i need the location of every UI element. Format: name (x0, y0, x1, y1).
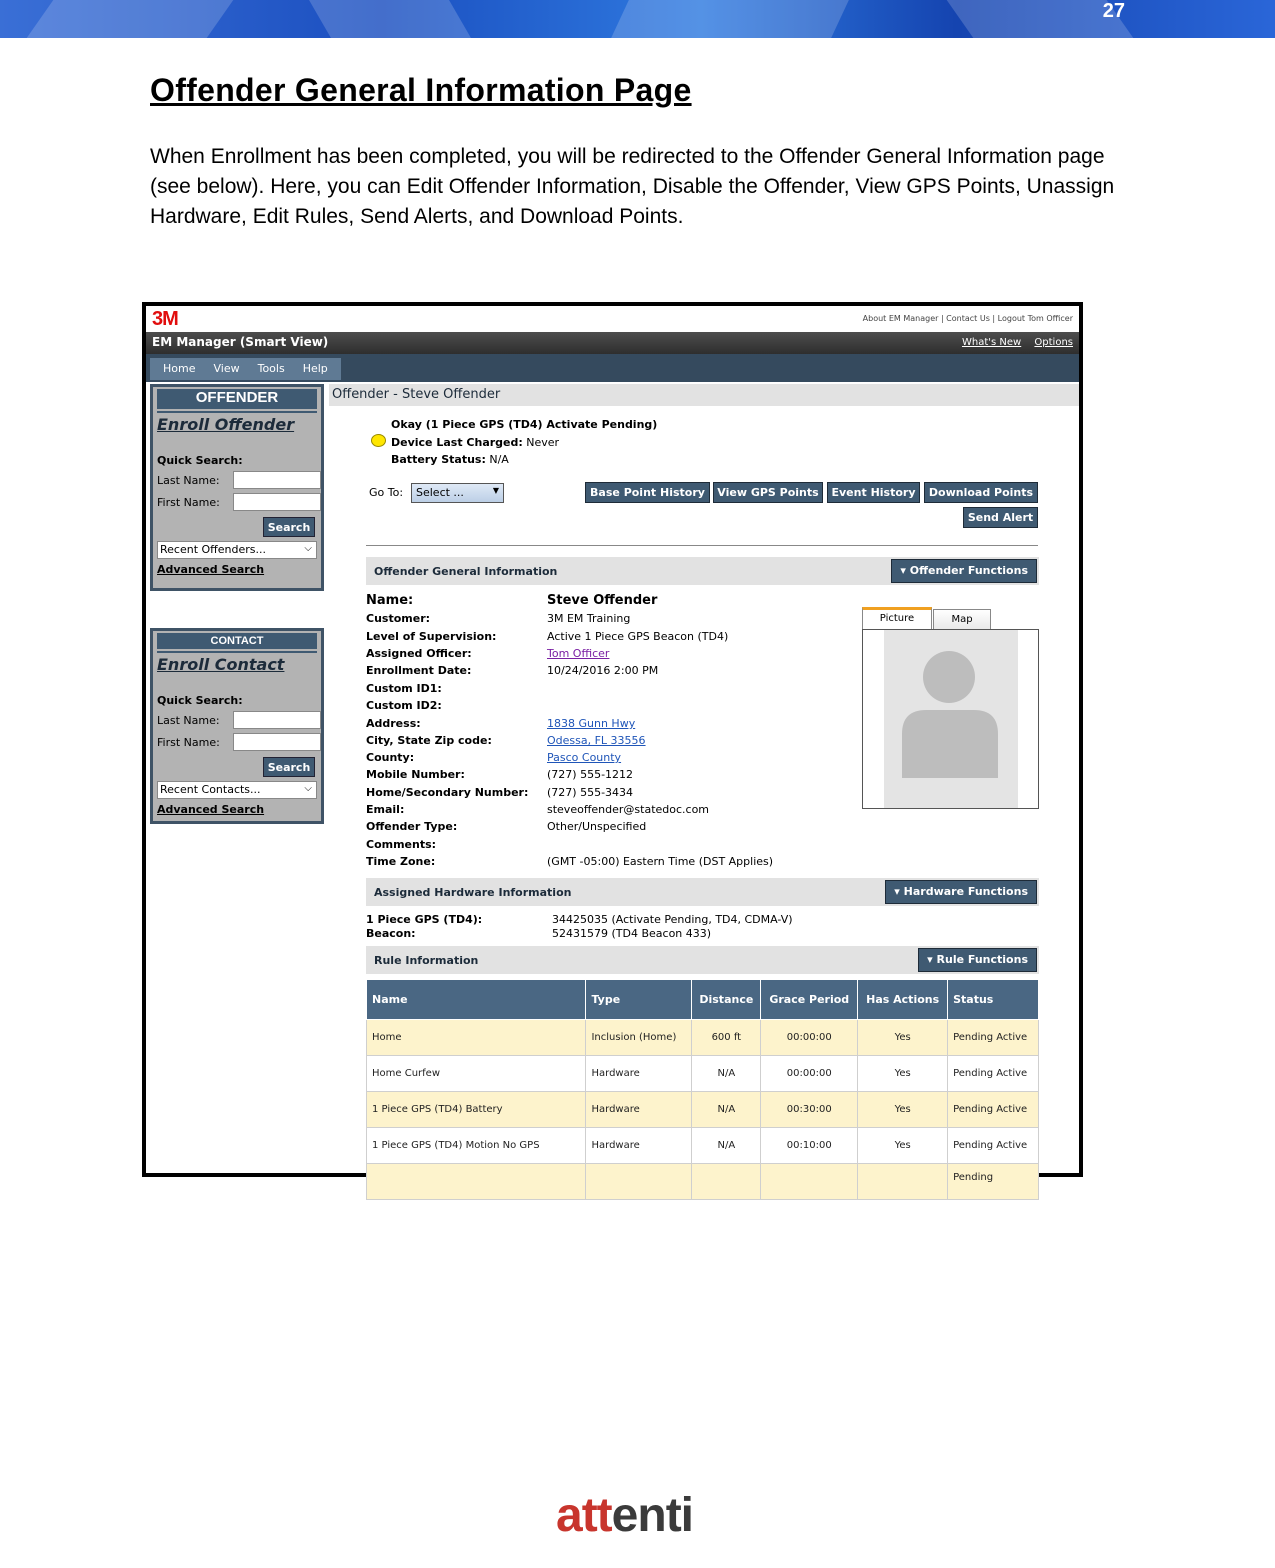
section-title: Rule Information (374, 954, 479, 967)
rule-actions-cell (858, 1164, 948, 1200)
last-name-row (157, 711, 321, 729)
last-name-row (157, 471, 321, 489)
assigned-officer-link[interactable]: Tom Officer (547, 647, 610, 660)
contact-sidebar-panel (150, 628, 324, 824)
info-label: Mobile Number: (366, 768, 465, 781)
rule-type-cell: Inclusion (Home) (586, 1020, 692, 1056)
contact-heading: CONTACT (157, 633, 317, 649)
title-links (952, 337, 1073, 348)
county-link[interactable]: Pasco County (547, 751, 622, 764)
goto-select[interactable] (411, 483, 504, 503)
enroll-contact-link[interactable]: Enroll Contact (157, 651, 317, 674)
offender-general-info-bar (366, 557, 1039, 585)
rule-grace-cell: 00:00:00 (761, 1056, 858, 1092)
rule-status-cell: Pending (948, 1164, 1039, 1200)
app-screenshot (142, 302, 1083, 1183)
app-name: EM Manager (Smart View) (152, 335, 329, 349)
offender-heading: OFFENDER (157, 389, 317, 409)
goto-select-value: Select ... (416, 486, 464, 499)
attenti-logo (556, 1488, 693, 1543)
chevron-down-icon: ▼ (492, 486, 499, 495)
hardware-value: 34425035 (Activate Pending, TD4, CDMA-V) (552, 913, 793, 926)
first-name-label: First Name: (157, 495, 220, 509)
city-link[interactable]: Odessa, FL 33556 (547, 734, 646, 747)
person-silhouette-icon (884, 630, 1018, 808)
rule-name-cell: 1 Piece GPS (TD4) Motion No GPS (367, 1128, 586, 1164)
rule-information-bar (366, 946, 1039, 974)
rule-grace-cell (761, 1164, 858, 1200)
rule-type-cell (586, 1164, 692, 1200)
info-label: Email: (366, 803, 405, 816)
view-gps-points-button[interactable]: View GPS Points (713, 482, 823, 503)
rule-actions-cell: Yes (858, 1092, 948, 1128)
table-row[interactable] (367, 1092, 1039, 1128)
contact-last-name-input[interactable] (233, 711, 321, 729)
event-history-button[interactable]: Event History (827, 482, 920, 503)
rule-actions-cell: Yes (858, 1056, 948, 1092)
offender-search-button[interactable]: Search (263, 517, 315, 537)
divider (366, 545, 1038, 546)
rule-status-cell: Pending Active (948, 1092, 1039, 1128)
first-name-label: First Name: (157, 735, 220, 749)
rule-grace-cell: 00:10:00 (761, 1128, 858, 1164)
goto-label: Go To: (369, 486, 404, 499)
first-name-row (157, 733, 321, 751)
info-value: (727) 555-3434 (547, 786, 634, 799)
rule-type-cell: Hardware (586, 1056, 692, 1092)
offender-sidebar-panel (150, 384, 324, 591)
info-value: 10/24/2016 2:00 PM (547, 664, 659, 677)
document-intro: When Enrollment has been completed, you will be redirected to the Offender General Information page (see below). Here, you can Edit Offender Information, Disable the Offender, View GPS Points, Unassign Hardware, Edit Rules, Send Alerts, and Download Points. (150, 145, 1115, 228)
offender-last-name-input[interactable] (233, 471, 321, 489)
last-name-label: Last Name: (157, 713, 220, 727)
rule-functions-label: Rule Functions (936, 953, 1028, 966)
rule-status-cell: Pending Active (948, 1128, 1039, 1164)
rule-actions-cell: Yes (858, 1020, 948, 1056)
caret-down-icon: ▾ (927, 953, 937, 966)
rule-distance-cell: N/A (692, 1056, 761, 1092)
logo-part: att (556, 1489, 612, 1542)
rule-status-cell: Pending Active (948, 1056, 1039, 1092)
hardware-functions-button[interactable] (885, 880, 1037, 904)
table-row[interactable] (367, 1020, 1039, 1056)
table-row[interactable] (367, 1128, 1039, 1164)
caret-down-icon: ▾ (894, 885, 904, 898)
info-value: 3M EM Training (547, 612, 631, 625)
rule-name-cell: Home (367, 1020, 586, 1056)
info-label: Level of Supervision: (366, 630, 497, 643)
info-label: Home/Secondary Number: (366, 786, 529, 799)
page-header-banner (0, 0, 1275, 38)
chevron-down-icon: ⌵ (304, 543, 312, 554)
table-header-row (367, 980, 1039, 1020)
rule-distance-cell: N/A (692, 1128, 761, 1164)
rule-type-cell: Hardware (586, 1092, 692, 1128)
rule-status-cell: Pending Active (948, 1020, 1039, 1056)
quick-search-label: Quick Search: (157, 694, 243, 707)
download-points-button[interactable]: Download Points (924, 482, 1038, 503)
info-value: Steve Offender (547, 593, 658, 608)
info-label: Custom ID1: (366, 682, 442, 695)
info-label: Enrollment Date: (366, 664, 472, 677)
info-label: Offender Type: (366, 820, 458, 833)
battery-status-row (391, 453, 509, 466)
rule-grace-cell: 00:00:00 (761, 1020, 858, 1056)
hardware-label: 1 Piece GPS (TD4): (366, 913, 483, 926)
column-header[interactable]: Name (367, 980, 586, 1020)
menu-home[interactable]: Home (163, 362, 196, 375)
device-charged-row (391, 436, 559, 449)
offender-advanced-search-link[interactable]: Advanced Search (157, 563, 265, 576)
info-label: County: (366, 751, 415, 764)
base-point-history-button[interactable]: Base Point History (585, 482, 710, 503)
hardware-label: Beacon: (366, 927, 416, 940)
hardware-value: 52431579 (TD4 Beacon 433) (552, 927, 712, 940)
last-name-label: Last Name: (157, 473, 220, 487)
send-alert-button[interactable]: Send Alert (963, 507, 1038, 528)
options-link[interactable]: Options (1034, 337, 1073, 348)
first-name-row (157, 493, 321, 511)
offender-functions-label: Offender Functions (909, 564, 1028, 577)
battery-status-value: N/A (485, 453, 509, 466)
table-row[interactable] (367, 1164, 1039, 1200)
enroll-offender-link[interactable]: Enroll Offender (157, 411, 317, 434)
recent-contacts-value: Recent Contacts... (160, 783, 261, 796)
offender-photo-placeholder (884, 630, 1018, 808)
rule-type-cell: Hardware (586, 1128, 692, 1164)
info-value: Active 1 Piece GPS Beacon (TD4) (547, 630, 729, 643)
section-title: Assigned Hardware Information (374, 886, 572, 899)
quick-search-label: Quick Search: (157, 454, 243, 467)
caret-down-icon: ▾ (900, 564, 910, 577)
address-link[interactable]: 1838 Gunn Hwy (547, 717, 636, 730)
info-value: (727) 555-1212 (547, 768, 634, 781)
menu-items (150, 358, 341, 380)
info-label: Customer: (366, 612, 431, 625)
info-value: steveoffender@statedoc.com (547, 803, 710, 816)
app-titlebar (146, 332, 1079, 354)
rule-name-cell (367, 1164, 586, 1200)
whats-new-link[interactable]: What's New (961, 337, 1022, 348)
info-label: Name: (366, 593, 414, 608)
hardware-functions-label: Hardware Functions (903, 885, 1028, 898)
contact-search-button[interactable]: Search (263, 757, 315, 777)
rule-distance-cell (692, 1164, 761, 1200)
rule-functions-button[interactable] (918, 948, 1037, 972)
3m-logo: 3M (152, 308, 178, 330)
top-links[interactable]: About EM Manager | Contact Us | Logout Tom Officer (862, 314, 1073, 323)
rule-actions-cell: Yes (858, 1128, 948, 1164)
page-number: 27 (1102, 0, 1125, 22)
info-label: Time Zone: (366, 855, 436, 868)
tab-map[interactable]: Map (933, 609, 991, 630)
rule-distance-cell: 600 ft (692, 1020, 761, 1056)
battery-status-label: Battery Status: (391, 453, 486, 466)
info-value: Other/Unspecified (547, 820, 647, 833)
rule-name-cell: 1 Piece GPS (TD4) Battery (367, 1092, 586, 1128)
chevron-down-icon: ⌵ (304, 783, 312, 794)
info-value: (GMT -05:00) Eastern Time (DST Applies) (547, 855, 774, 868)
recent-offenders-select[interactable] (157, 541, 317, 559)
menu-view[interactable]: View (213, 362, 240, 375)
column-header[interactable]: Grace Period (761, 980, 858, 1020)
menubar (146, 354, 1079, 382)
tab-picture[interactable]: Picture (862, 607, 932, 630)
menu-help[interactable]: Help (302, 362, 328, 375)
info-label: Custom ID2: (366, 699, 442, 712)
recent-offenders-value: Recent Offenders... (160, 543, 266, 556)
info-label: Address: (366, 717, 421, 730)
info-label: City, State Zip code: (366, 734, 492, 747)
table-row[interactable] (367, 1056, 1039, 1092)
column-header[interactable]: Status (948, 980, 1039, 1020)
info-label: Comments: (366, 838, 437, 851)
menu-tools[interactable]: Tools (257, 362, 285, 375)
info-label: Assigned Officer: (366, 647, 472, 660)
document-title: Offender General Information Page (150, 72, 692, 108)
status-indicator-icon (371, 434, 386, 447)
contact-first-name-input[interactable] (233, 733, 321, 751)
section-title: Offender General Information (374, 565, 558, 578)
contact-advanced-search-link[interactable]: Advanced Search (157, 803, 265, 816)
column-header[interactable]: Distance (692, 980, 761, 1020)
device-charged-label: Device Last Charged: (391, 436, 523, 449)
recent-contacts-select[interactable] (157, 781, 317, 799)
rule-distance-cell: N/A (692, 1092, 761, 1128)
logo-part: enti (611, 1489, 694, 1542)
rule-name-cell: Home Curfew (367, 1056, 586, 1092)
app-header (146, 306, 1079, 332)
assigned-hardware-bar (366, 878, 1039, 906)
device-charged-value: Never (522, 436, 560, 449)
status-text: Okay (1 Piece GPS (TD4) Activate Pending) (391, 418, 658, 431)
offender-photo-frame (862, 629, 1039, 809)
rule-grace-cell: 00:30:00 (761, 1092, 858, 1128)
page-title: Offender - Steve Offender (329, 384, 1079, 406)
offender-functions-button[interactable] (891, 559, 1037, 583)
column-header[interactable]: Type (586, 980, 692, 1020)
offender-first-name-input[interactable] (233, 493, 321, 511)
rules-table (366, 979, 1039, 1200)
column-header[interactable]: Has Actions (858, 980, 948, 1020)
